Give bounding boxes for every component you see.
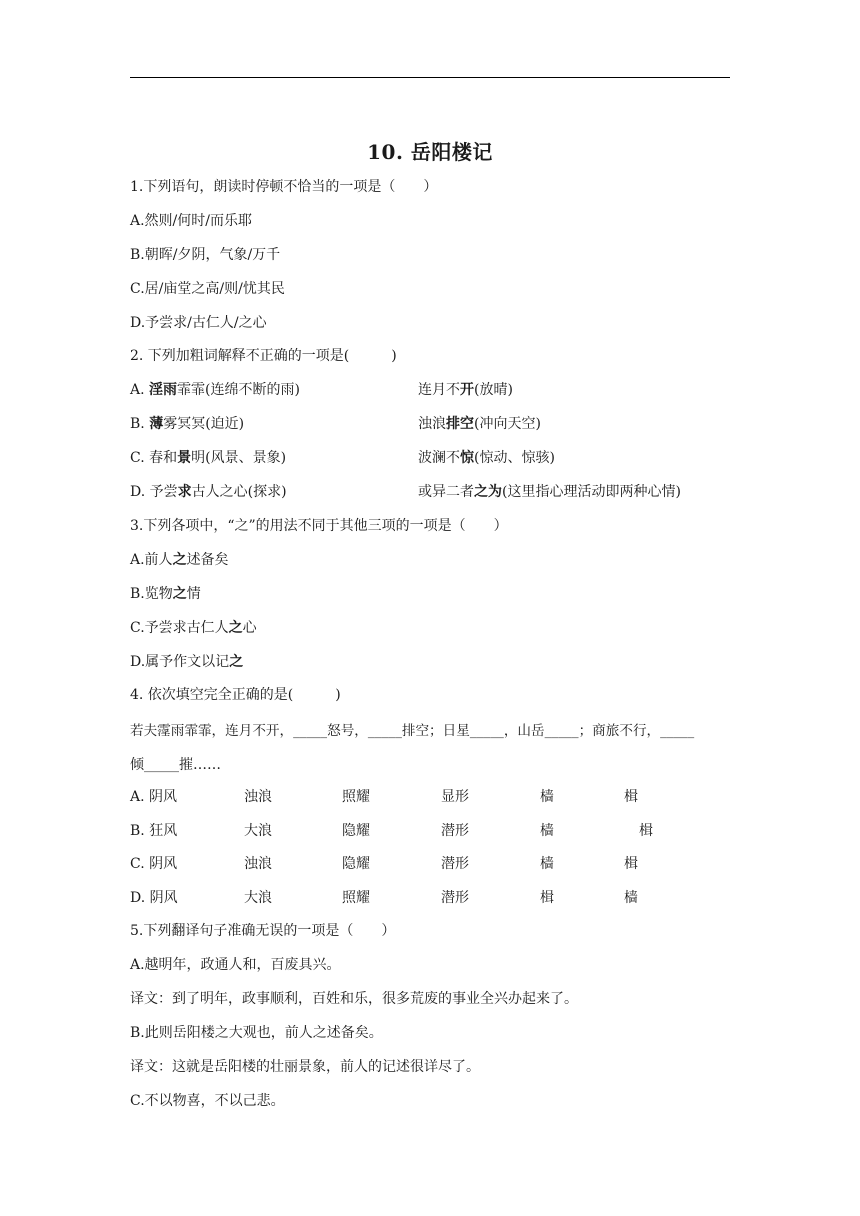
q4-row-c-cell: 浊浪 [244, 856, 272, 872]
q4-row-c-label: C. 阴风 [130, 856, 178, 872]
q4-row-b-cell: 樯 [540, 823, 554, 839]
q3-option-a: A.前人之述备矣 [130, 552, 229, 568]
q4-stem: 4. 依次填空完全正确的是( ) [130, 687, 341, 703]
bold-word: 惊 [460, 450, 474, 466]
q1-option-b: B.朝晖/夕阴，气象/万千 [130, 247, 281, 263]
q4-row-a-label: A. 阴风 [130, 789, 178, 805]
q4-row-b-cell: 隐耀 [342, 823, 370, 839]
q5-option-c: C.不以物喜，不以己悲。 [130, 1093, 285, 1109]
q4-row-d-cell: 樯 [624, 890, 638, 906]
q1-option-a: A.然则/何时/而乐耶 [130, 213, 252, 229]
q5-option-a: A.越明年，政通人和，百废具兴。 [130, 957, 341, 973]
bold-word: 排空 [446, 416, 474, 432]
q4-row-a-cell: 浊浪 [244, 789, 272, 805]
bold-word: 开 [460, 382, 474, 398]
bold-word: 薄 [149, 416, 164, 432]
q1-stem: 1.下列语句，朗读时停顿不恰当的一项是（ ） [130, 179, 438, 195]
bold-word: 之 [229, 654, 244, 670]
q4-row-a-cell: 樯 [540, 789, 554, 805]
q2-option-a-right: 连月不开(放晴) [418, 382, 513, 398]
q5-option-a-translation: 译文：到了明年，政事顺利，百姓和乐，很多荒废的事业全兴办起来了。 [130, 991, 578, 1007]
q4-row-d-label: D. 阴风 [130, 890, 178, 906]
q1-option-c: C.居/庙堂之高/则/忧其民 [130, 281, 285, 297]
q2-option-c-right: 波澜不惊(惊动、惊骇) [418, 450, 555, 466]
q5-option-b-translation: 译文：这就是岳阳楼的壮丽景象，前人的记述很详尽了。 [130, 1059, 480, 1075]
q4-row-b-cell: 楫 [639, 823, 653, 839]
q4-row-b-label: B. 狂风 [130, 823, 178, 839]
bold-word: 之为 [474, 484, 502, 500]
q3-option-d: D.属予作文以记之 [130, 654, 244, 670]
q4-row-d-cell: 照耀 [342, 890, 370, 906]
q4-row-d-cell: 潜形 [441, 890, 469, 906]
q1-option-d: D.予尝求/古仁人/之心 [130, 315, 267, 331]
bold-word: 景 [177, 450, 192, 466]
q4-passage-line-1: 若夫霪雨霏霏，连月不开，_____怒号，_____排空；日星_____，山岳_____；商旅不行，_____ [130, 723, 695, 739]
q2-option-c-left: C. 春和景明(风景、景象) [130, 450, 287, 466]
q4-row-c-cell: 楫 [624, 856, 638, 872]
q3-option-b: B.览物之情 [130, 586, 201, 602]
bold-word: 之 [172, 552, 187, 568]
q5-option-b: B.此则岳阳楼之大观也，前人之述备矣。 [130, 1025, 383, 1041]
q2-option-b-right: 浊浪排空(冲向天空) [418, 416, 541, 432]
q4-row-a-cell: 照耀 [342, 789, 370, 805]
q4-row-c-cell: 隐耀 [342, 856, 370, 872]
bold-word: 淫雨 [149, 382, 178, 398]
q2-option-d-left: D. 予尝求古人之心(探求) [130, 484, 287, 500]
q4-passage-line-2: 倾_____摧…… [130, 757, 221, 773]
bold-word: 之 [228, 620, 243, 636]
q2-option-a-left: A. 淫雨霏霏(连绵不断的雨) [130, 382, 300, 398]
q2-option-d-right: 或异二者之为(这里指心理活动即两种心情) [418, 484, 681, 500]
q4-row-a-cell: 显形 [441, 789, 469, 805]
header-rule [130, 77, 730, 78]
q4-row-b-cell: 大浪 [244, 823, 272, 839]
q4-row-d-cell: 楫 [540, 890, 554, 906]
q2-stem: 2. 下列加粗词解释不正确的一项是( ) [130, 348, 397, 364]
q4-row-c-cell: 潜形 [441, 856, 469, 872]
page-title: 10. 岳阳楼记 [367, 140, 493, 164]
q4-row-c-cell: 樯 [540, 856, 554, 872]
q3-stem: 3.下列各项中，“之”的用法不同于其他三项的一项是（ ） [130, 518, 508, 534]
q3-option-c: C.予尝求古仁人之心 [130, 620, 257, 636]
q5-stem: 5.下列翻译句子准确无误的一项是（ ） [130, 923, 396, 939]
q2-option-b-left: B. 薄雾冥冥(迫近) [130, 416, 245, 432]
q4-row-b-cell: 潜形 [441, 823, 469, 839]
bold-word: 之 [172, 586, 187, 602]
bold-word: 求 [177, 484, 192, 500]
q4-row-d-cell: 大浪 [244, 890, 272, 906]
q4-row-a-cell: 楫 [624, 789, 638, 805]
